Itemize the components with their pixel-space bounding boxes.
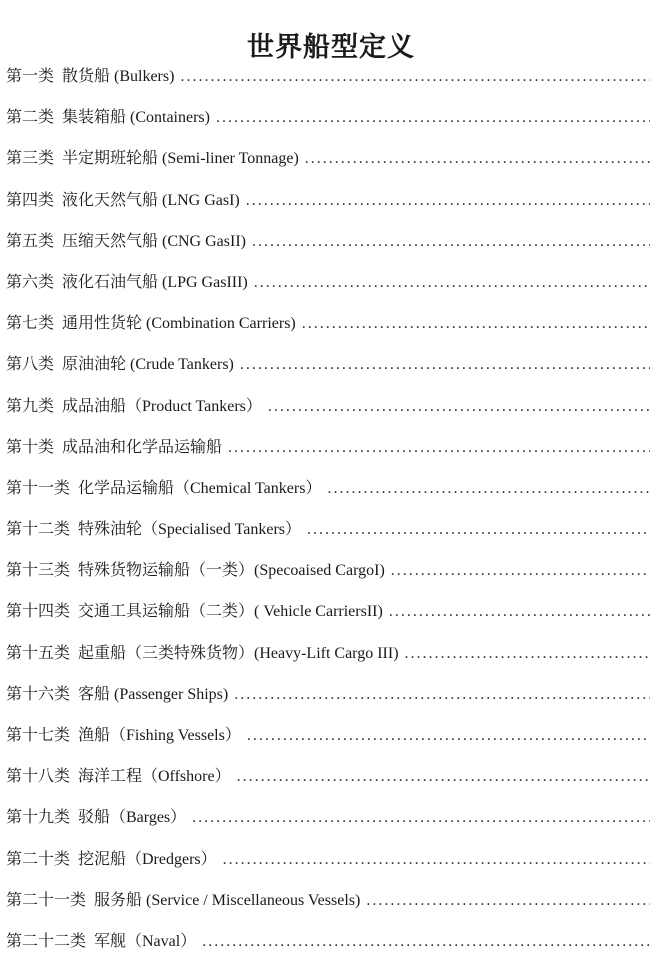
toc-entry-text: 第八类 原油油轮 (Crude Tankers)	[6, 356, 234, 374]
toc-entry-text: 第四类 液化天然气船 (LNG GasI)	[6, 191, 240, 209]
toc-entry[interactable]	[0, 180, 662, 221]
toc-entry-text: 第一类 散货船 (Bulkers)	[6, 68, 175, 85]
toc-dot-leader	[305, 138, 650, 179]
toc-entry[interactable]	[0, 427, 662, 468]
toc-dot-leader	[307, 509, 650, 550]
toc-dot-leader	[327, 468, 650, 509]
toc-entry[interactable]	[0, 756, 662, 797]
toc-dot-leader	[223, 839, 650, 880]
toc-entry[interactable]	[0, 674, 662, 715]
toc-entry[interactable]	[0, 138, 662, 179]
toc-dot-leader	[234, 674, 650, 715]
toc-dot-leader	[391, 550, 650, 591]
toc-entry[interactable]	[0, 303, 662, 344]
toc-entry[interactable]	[0, 509, 662, 550]
toc-dot-leader	[405, 633, 650, 674]
toc-entry-text: 第十六类 客船 (Passenger Ships)	[6, 685, 229, 703]
toc-entry-text: 第七类 通用性货轮 (Combination Carriers)	[6, 315, 296, 333]
toc-entry-text: 第十九类 驳船（Barges）	[6, 809, 187, 827]
toc-dot-leader	[246, 180, 650, 221]
toc-entry-text: 第二十一类 服务船 (Service / Miscellaneous Vessels)	[6, 891, 361, 909]
toc-dot-leader	[192, 797, 650, 838]
page-title: 世界船型定义	[247, 32, 415, 64]
toc-dot-leader	[240, 344, 650, 385]
toc-entry[interactable]	[0, 344, 662, 385]
toc-dot-leader	[237, 756, 650, 797]
toc-dot-leader	[247, 715, 650, 756]
toc-entry[interactable]	[0, 591, 662, 632]
toc-entry-text: 第十八类 海洋工程（Offshore）	[6, 768, 231, 786]
toc-entry-text: 第六类 液化石油气船 (LPG GasIII)	[6, 273, 248, 291]
toc-entry[interactable]	[0, 633, 662, 674]
toc-dot-leader	[268, 386, 650, 427]
toc-entry[interactable]	[0, 880, 662, 921]
toc-entry[interactable]	[0, 550, 662, 591]
toc-dot-leader	[216, 97, 650, 138]
toc-entry[interactable]	[0, 839, 662, 880]
toc-dot-leader	[228, 427, 650, 468]
toc-dot-leader	[302, 303, 650, 344]
toc-entry-text: 第十七类 渔船（Fishing Vessels）	[6, 727, 241, 744]
toc-entry[interactable]	[0, 56, 662, 97]
toc-entry[interactable]	[0, 97, 662, 138]
toc-entry[interactable]	[0, 386, 662, 427]
toc-entry[interactable]	[0, 715, 662, 756]
toc-entry-text: 第十类 成品油和化学品运输船	[6, 438, 223, 456]
toc-entry[interactable]	[0, 797, 662, 838]
toc-entry[interactable]	[0, 468, 662, 509]
toc-entry[interactable]	[0, 262, 662, 303]
toc-dot-leader	[389, 591, 650, 632]
toc-entry-text: 第二十类 挖泥船（Dredgers）	[6, 850, 217, 868]
toc-entry-text: 第十二类 特殊油轮（Specialised Tankers）	[6, 521, 301, 539]
toc-entry-text: 第十五类 起重船（三类特殊货物）(Heavy-Lift Cargo III)	[6, 644, 399, 662]
toc-entry-text: 第二类 集装箱船 (Containers)	[6, 109, 210, 127]
toc-dot-leader	[252, 221, 650, 262]
toc-entry-text: 第十一类 化学品运输船（Chemical Tankers）	[6, 479, 322, 497]
toc-dot-leader	[180, 56, 650, 97]
toc-entry-text: 第三类 半定期班轮船 (Semi-liner Tonnage)	[6, 150, 299, 168]
toc-dot-leader	[366, 880, 650, 921]
table-of-contents	[0, 56, 662, 962]
toc-entry[interactable]	[0, 221, 662, 262]
toc-dot-leader	[202, 921, 650, 962]
toc-dot-leader	[254, 262, 650, 303]
toc-entry-text: 第五类 压缩天然气船 (CNG GasII)	[6, 232, 246, 250]
toc-entry-text: 第九类 成品油船（Product Tankers）	[6, 397, 262, 415]
toc-entry-text: 第十四类 交通工具运输船（二类）( Vehicle CarriersII)	[6, 603, 383, 621]
toc-entry-text: 第十三类 特殊货物运输船（一类）(Specoaised CargoI)	[6, 562, 385, 580]
toc-entry-text: 第二十二类 军舰（Naval）	[6, 932, 197, 950]
toc-entry[interactable]	[0, 921, 662, 962]
